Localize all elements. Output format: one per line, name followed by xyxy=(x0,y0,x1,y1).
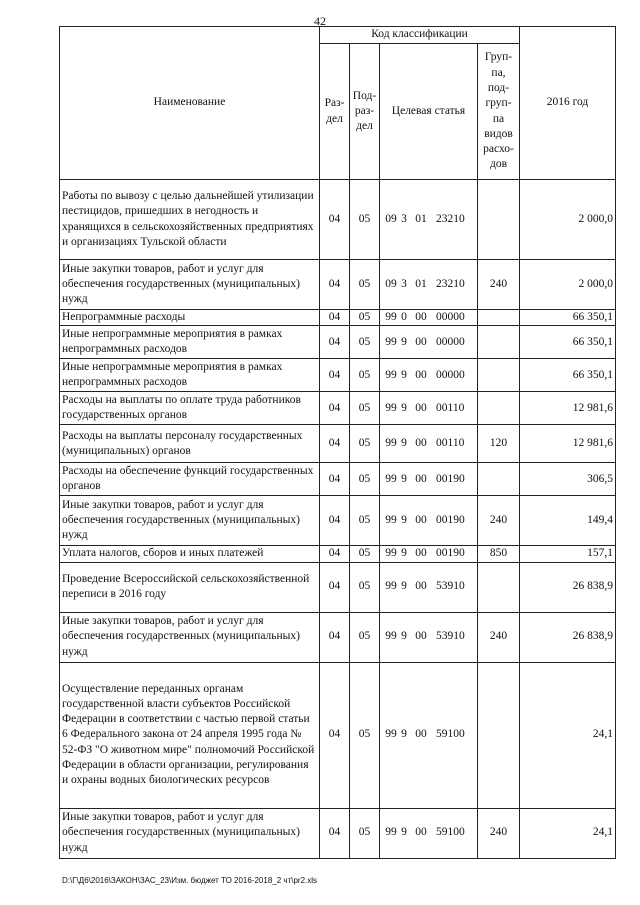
target-program: 99 xyxy=(385,514,397,527)
row-name: Расходы на обеспечение функций государственных органов xyxy=(60,463,320,496)
row-razdel: 04 xyxy=(320,326,350,359)
target-event: 00 xyxy=(415,335,427,348)
target-direction: 00110 xyxy=(436,437,465,450)
row-razdel: 04 xyxy=(320,562,350,612)
row-podrazdel: 05 xyxy=(350,808,380,858)
row-expense-group xyxy=(478,359,520,392)
row-sum: 306,5 xyxy=(520,463,616,496)
row-name: Расходы на выплаты персоналу государственных (муниципальных) органов xyxy=(60,425,320,463)
target-direction: 00000 xyxy=(436,335,465,348)
target-event: 01 xyxy=(415,277,427,290)
header-name: Наименование xyxy=(60,27,320,180)
target-event: 00 xyxy=(415,580,427,593)
row-target-article xyxy=(380,562,478,612)
row-name: Расходы на выплаты по оплате труда работников государственных органов xyxy=(60,392,320,425)
row-sum: 149,4 xyxy=(520,496,616,546)
row-sum: 26 838,9 xyxy=(520,612,616,662)
target-program: 99 xyxy=(385,311,397,323)
target-event: 00 xyxy=(415,514,427,527)
row-name: Непрограммные расходы xyxy=(60,310,320,326)
table-row xyxy=(60,546,616,562)
row-podrazdel: 05 xyxy=(350,359,380,392)
target-program: 99 xyxy=(385,368,397,381)
row-target-article xyxy=(380,310,478,326)
target-event: 00 xyxy=(415,368,427,381)
target-direction: 00190 xyxy=(436,514,465,527)
target-direction: 53910 xyxy=(436,580,465,593)
table-row xyxy=(60,425,616,463)
target-program: 99 xyxy=(385,437,397,450)
target-subprogram: 9 xyxy=(401,437,407,450)
target-subprogram: 9 xyxy=(401,335,407,348)
table-row xyxy=(60,310,616,326)
target-program: 09 xyxy=(385,277,397,290)
table-row xyxy=(60,562,616,612)
target-program: 99 xyxy=(385,472,397,485)
target-direction: 23210 xyxy=(436,212,465,225)
row-podrazdel: 05 xyxy=(350,496,380,546)
row-razdel: 04 xyxy=(320,546,350,562)
target-direction: 00190 xyxy=(436,547,465,560)
row-expense-group xyxy=(478,326,520,359)
row-target-article xyxy=(380,463,478,496)
row-target-article xyxy=(380,662,478,808)
row-expense-group xyxy=(478,562,520,612)
row-target-article xyxy=(380,392,478,425)
target-program: 09 xyxy=(385,212,397,225)
target-program: 99 xyxy=(385,580,397,593)
row-target-article xyxy=(380,359,478,392)
target-subprogram: 9 xyxy=(401,547,407,560)
row-sum: 157,1 xyxy=(520,546,616,562)
target-program: 99 xyxy=(385,826,397,839)
target-subprogram: 9 xyxy=(401,630,407,643)
row-razdel: 04 xyxy=(320,612,350,662)
target-event: 00 xyxy=(415,437,427,450)
target-program: 99 xyxy=(385,401,397,414)
target-direction: 59100 xyxy=(436,826,465,839)
row-sum: 12 981,6 xyxy=(520,425,616,463)
table-row xyxy=(60,260,616,310)
table-row xyxy=(60,496,616,546)
target-program: 99 xyxy=(385,728,397,741)
table-row xyxy=(60,326,616,359)
target-event: 00 xyxy=(415,472,427,485)
target-subprogram: 9 xyxy=(401,401,407,414)
row-podrazdel: 05 xyxy=(350,326,380,359)
table-row xyxy=(60,180,616,260)
target-direction: 23210 xyxy=(436,277,465,290)
row-razdel: 04 xyxy=(320,310,350,326)
row-name: Осуществление переданных органам государственной власти субъектов Российской Федерации в соответствии с частью первой статьи 6 Федерального закона от 24 апреля 1995 года № 52-ФЗ "О животном мире" полномочий Российской Федерации в области организации, регулирования и охраны водных биологических ресурсов xyxy=(60,662,320,808)
target-direction: 00000 xyxy=(436,311,465,323)
row-sum: 26 838,9 xyxy=(520,562,616,612)
row-target-article xyxy=(380,808,478,858)
target-subprogram: 9 xyxy=(401,826,407,839)
header-target: Целевая статья xyxy=(380,44,478,180)
page-number: 42 xyxy=(314,14,326,28)
row-razdel: 04 xyxy=(320,496,350,546)
target-subprogram: 9 xyxy=(401,580,407,593)
row-name: Проведение Всероссийской сельскохозяйственной переписи в 2016 году xyxy=(60,562,320,612)
row-sum: 24,1 xyxy=(520,808,616,858)
row-razdel: 04 xyxy=(320,359,350,392)
row-razdel: 04 xyxy=(320,808,350,858)
row-razdel: 04 xyxy=(320,260,350,310)
target-direction: 59100 xyxy=(436,728,465,741)
row-sum: 66 350,1 xyxy=(520,310,616,326)
row-target-article xyxy=(380,546,478,562)
row-expense-group xyxy=(478,392,520,425)
target-event: 00 xyxy=(415,401,427,414)
row-podrazdel: 05 xyxy=(350,392,380,425)
table-row xyxy=(60,612,616,662)
target-program: 99 xyxy=(385,335,397,348)
row-podrazdel: 05 xyxy=(350,662,380,808)
target-subprogram: 9 xyxy=(401,368,407,381)
row-expense-group xyxy=(478,463,520,496)
target-direction: 00000 xyxy=(436,368,465,381)
row-name: Иные закупки товаров, работ и услуг для обеспечения государственных (муниципальных) нужд xyxy=(60,260,320,310)
table-row xyxy=(60,392,616,425)
row-razdel: 04 xyxy=(320,180,350,260)
row-expense-group xyxy=(478,662,520,808)
row-name: Работы по вывозу с целью дальнейшей утилизации пестицидов, пришедших в негодность и хранящихся в сельскохозяйственных предприятиях и организациях Тульской области xyxy=(60,180,320,260)
row-sum: 66 350,1 xyxy=(520,326,616,359)
row-target-article xyxy=(380,612,478,662)
row-podrazdel: 05 xyxy=(350,260,380,310)
row-razdel: 04 xyxy=(320,392,350,425)
target-event: 00 xyxy=(415,311,427,323)
row-razdel: 04 xyxy=(320,662,350,808)
target-direction: 00110 xyxy=(436,401,465,414)
file-path-footer: D:\Г\Д6\2016\ЗАКОН\ЗАС_23\Изм. бюджет ТО 2016-2018_2 чт\pr2.xls xyxy=(62,876,318,885)
row-podrazdel: 05 xyxy=(350,463,380,496)
row-expense-group: 850 xyxy=(478,546,520,562)
header-row xyxy=(60,27,616,44)
table-body xyxy=(60,180,616,859)
target-event: 00 xyxy=(415,728,427,741)
row-sum: 12 981,6 xyxy=(520,392,616,425)
budget-table xyxy=(59,26,616,859)
target-event: 01 xyxy=(415,212,427,225)
table-row xyxy=(60,463,616,496)
row-expense-group xyxy=(478,180,520,260)
row-name: Иные закупки товаров, работ и услуг для обеспечения государственных (муниципальных) нужд xyxy=(60,496,320,546)
row-name: Иные непрограммные мероприятия в рамках непрограммных расходов xyxy=(60,326,320,359)
target-event: 00 xyxy=(415,547,427,560)
row-target-article xyxy=(380,425,478,463)
row-sum: 24,1 xyxy=(520,662,616,808)
target-event: 00 xyxy=(415,826,427,839)
target-subprogram: 9 xyxy=(401,728,407,741)
row-podrazdel: 05 xyxy=(350,310,380,326)
target-subprogram: 3 xyxy=(401,212,407,225)
target-direction: 53910 xyxy=(436,630,465,643)
target-subprogram: 9 xyxy=(401,514,407,527)
row-expense-group: 240 xyxy=(478,612,520,662)
header-razdel: Раз- дел xyxy=(320,44,350,180)
target-program: 99 xyxy=(385,630,397,643)
table-row xyxy=(60,662,616,808)
target-subprogram: 9 xyxy=(401,472,407,485)
target-event: 00 xyxy=(415,630,427,643)
table-row xyxy=(60,359,616,392)
row-target-article xyxy=(380,180,478,260)
header-year: 2016 год xyxy=(520,27,616,180)
target-subprogram: 0 xyxy=(401,311,407,323)
row-name: Иные закупки товаров, работ и услуг для обеспечения государственных (муниципальных) нужд xyxy=(60,808,320,858)
target-direction: 00190 xyxy=(436,472,465,485)
row-name: Уплата налогов, сборов и иных платежей xyxy=(60,546,320,562)
row-podrazdel: 05 xyxy=(350,425,380,463)
header-code-group: Код классификации xyxy=(320,27,520,44)
row-expense-group: 120 xyxy=(478,425,520,463)
target-program: 99 xyxy=(385,547,397,560)
row-podrazdel: 05 xyxy=(350,612,380,662)
row-razdel: 04 xyxy=(320,463,350,496)
row-razdel: 04 xyxy=(320,425,350,463)
target-subprogram: 3 xyxy=(401,277,407,290)
row-target-article xyxy=(380,260,478,310)
header-podrazdel: Под- раз- дел xyxy=(350,44,380,180)
row-sum: 2 000,0 xyxy=(520,180,616,260)
row-expense-group xyxy=(478,310,520,326)
row-podrazdel: 05 xyxy=(350,546,380,562)
header-group: Груп- па, под- груп- па видов расхо- дов xyxy=(478,44,520,180)
row-name: Иные закупки товаров, работ и услуг для обеспечения государственных (муниципальных) нужд xyxy=(60,612,320,662)
row-name: Иные непрограммные мероприятия в рамках непрограммных расходов xyxy=(60,359,320,392)
row-podrazdel: 05 xyxy=(350,180,380,260)
row-sum: 2 000,0 xyxy=(520,260,616,310)
table-row xyxy=(60,808,616,858)
row-target-article xyxy=(380,326,478,359)
row-target-article xyxy=(380,496,478,546)
row-expense-group: 240 xyxy=(478,808,520,858)
row-sum: 66 350,1 xyxy=(520,359,616,392)
row-expense-group: 240 xyxy=(478,496,520,546)
row-podrazdel: 05 xyxy=(350,562,380,612)
row-expense-group: 240 xyxy=(478,260,520,310)
